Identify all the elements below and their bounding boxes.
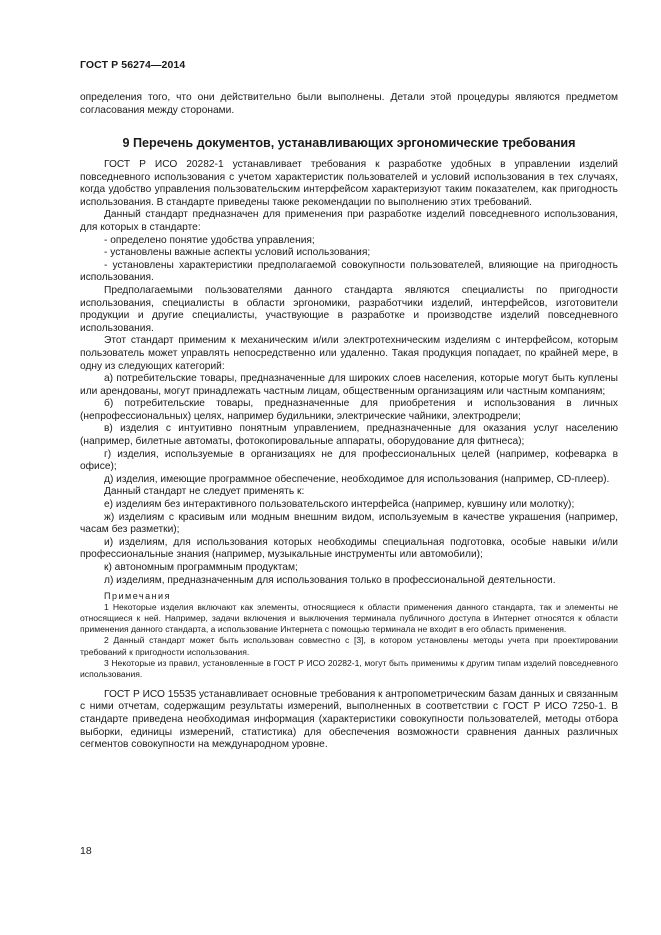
section-body <box>80 159 618 752</box>
page-number: 18 <box>80 845 92 857</box>
list-item: б) потребительские товары, предназначенные для приобретения и использования в личных (непрофессиональных) целях, например будильники, электрические чайники, электродрели; <box>80 398 618 422</box>
list-item: е) изделиям без интерактивного пользовательского интерфейса (например, кувшину или молотку); <box>104 499 575 511</box>
note: 2 Данный стандарт может быть использован совместно с [3], в котором установлены методы учета при проектировании требований к пригодности использования. <box>80 635 618 657</box>
list-item: г) изделия, используемые в организациях не для профессиональных целей (например, кофеварка в офисе); <box>80 448 618 473</box>
note: 1 Некоторые изделия включают как элементы, относящиеся к области применения данного стандарта, так и элементы не относящиеся к ней. Например, задачи включения и выключения терминала публичного доступа в Интернет относятся к области применения данного стандарта, а использование Интернета с помощью терминала не входит в его область применения. <box>80 602 618 635</box>
note: 3 Некоторые из правил, установленные в ГОСТ Р ИСО 20282-1, могут быть применимы к другим типам изделий повседневного использования. <box>80 657 618 679</box>
list-item: а) потребительские товары, предназначенные для широких слоев населения, которые могут быть куплены или арендованы, могут принадлежать частным лицам, общественным организациям или частным компаниям; <box>80 373 618 397</box>
closing-paragraph: ГОСТ Р ИСО 15535 устанавливает основные требования к антропометрическим базам данных и связанным с ними отчетам, содержащим результаты измерений, выполненных в соответствии с ГОСТ Р ИСО 7250-1. В стандарте приведена необходимая информация (характеристики совокупности пользователей, методы отбора выборки, единицы измерений, статистика) для обеспечения возможности сравнения данных различных сегментов совокупности на международном уровне. <box>80 688 618 751</box>
paragraph: ГОСТ Р ИСО 20282-1 устанавливает требования к разработке удобных в управлении изделий повседневного использования с учетом характеристик пользователей и условий использования в тех случаях, когда удобство управления пользовательским интерфейсом характеризуют таким показателем, как пригодность использования. В стандарте приведены также рекомендации по выполнению этих требований. <box>80 159 618 208</box>
continuation-paragraph: определения того, что они действительно были выполнены. Детали этой процедуры являются предметом согласования между сторонами. <box>80 92 618 116</box>
list-item: - определено понятие удобства управления; <box>104 234 315 246</box>
paragraph: Данный стандарт не следует применять к: <box>104 486 305 498</box>
list-item: в) изделия с интуитивно понятным управлением, предназначенные для оказания услуг населению (например, билетные автоматы, фотокопировальные аппараты, оборудование для фитнеса); <box>80 423 618 448</box>
list-item: л) изделиям, предназначенным для использования только в профессиональной деятельности. <box>104 574 556 586</box>
list-item: ж) изделиям с красивым или модным внешним видом, используемым в качестве украшения (например, часам без разметки); <box>80 511 618 536</box>
paragraph: Предполагаемыми пользователями данного стандарта являются специалисты по пригодности использования, специалисты в области эргономики, разработчики изделий, интерфейсов, изготовители продукции и другие специалисты, участвующие в разработке и производстве изделий повседневного использования. <box>80 284 618 334</box>
list-item: д) изделия, имеющие программное обеспечение, необходимое для использования (например, CD-плеер). <box>104 473 610 485</box>
list-item: и) изделиям, для использования которых необходимы специальная подготовка, особые навыки и/или профессиональные знания (например, музыкальные инструменты или автомобили); <box>80 536 618 561</box>
document-header: ГОСТ Р 56274—2014 <box>80 59 186 71</box>
list-item: - установлены важные аспекты условий использования; <box>104 247 371 259</box>
paragraph: Данный стандарт предназначен для применения при разработке изделий повседневного использования, для которых в стандарте: <box>80 209 618 233</box>
notes-title: Примечания <box>104 591 171 602</box>
paragraph: Этот стандарт применим к механическим и/или электротехническим изделиям с интерфейсом, которым пользователь может управлять непосредственно или удаленно. Такая продукция попадает, по крайней мере, в одну из следующих категорий: <box>80 335 618 372</box>
list-item: к) автономным программным продуктам; <box>104 562 298 573</box>
list-item: - установлены характеристики предполагаемой совокупности пользователей, влияющие на пригодность использования. <box>80 259 618 284</box>
section-title: 9 Перечень документов, устанавливающих эргономические требования <box>122 136 576 150</box>
